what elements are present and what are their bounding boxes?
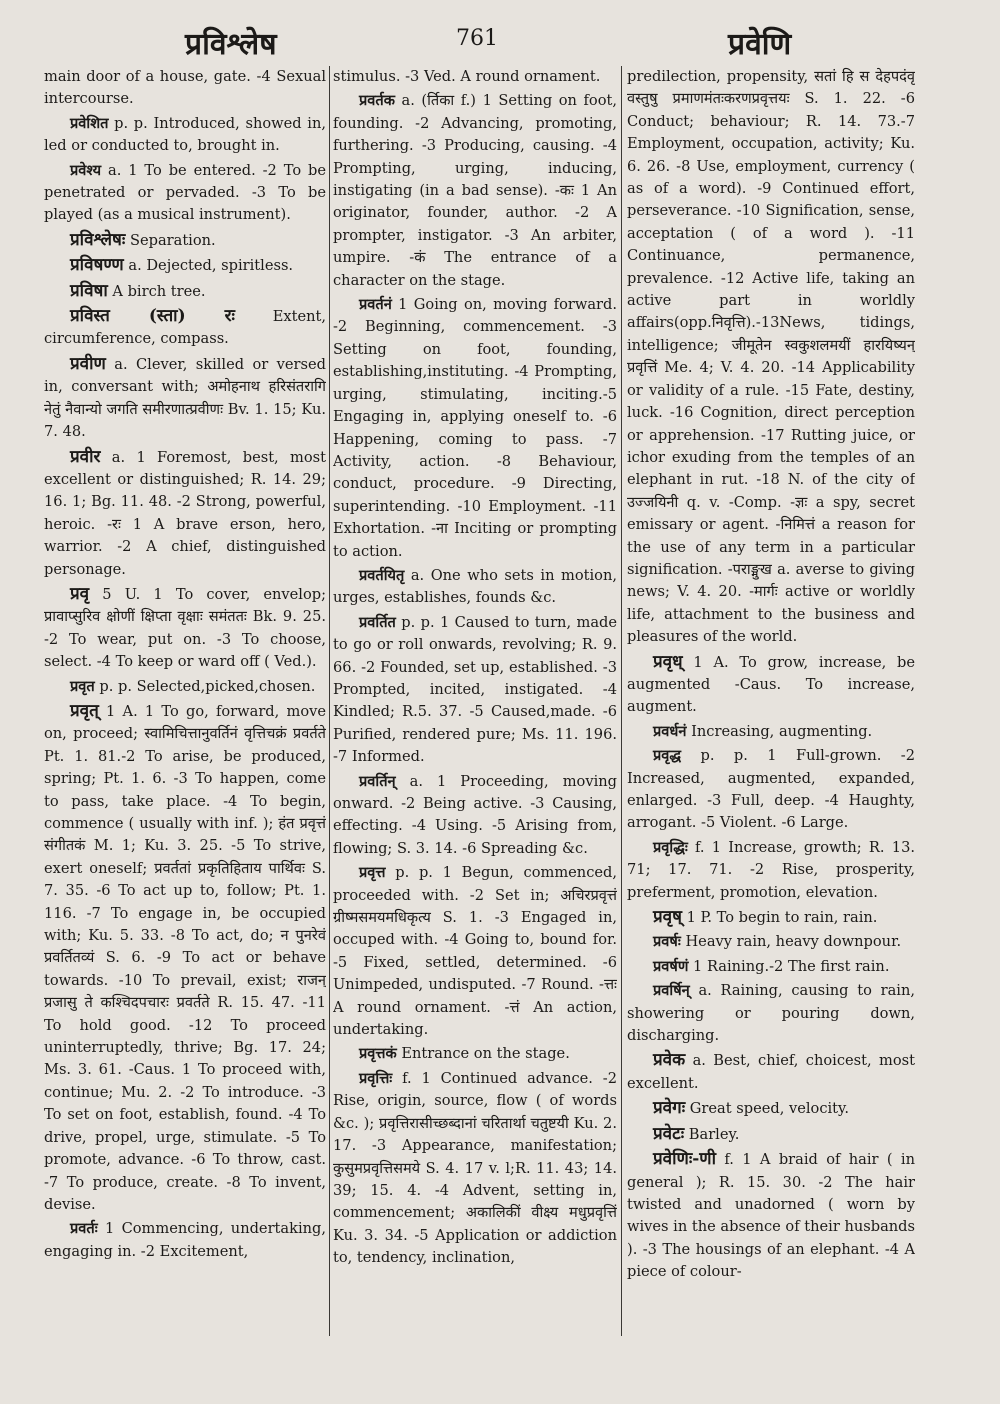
entry-definition: 1 A. 1 To go, forward, move on, proceed; स्वामिचित्तानुवर्तिनं वृत्तिचक्रं प्रवर्तते Pt. 1. 81.-2 To arise, be produced, spring; Pt. 1. 6. -3 To happen, come to pass, take place. -4 To begin, commence ( usually with inf. ); हंत प्रवृत्तं संगीतकं M. 1; Ku. 3. 25. -5 To strive, exert oneself; प्रवर्ततां प्रकृतिहिताय पार्थिवः S. 7. 35. -6 To act up to, follow; Pt. 1. 116. -7 To engage in, be occupied with; Ku. 5. 33. -8 To act, do; न पुनरेवं प्रवर्तितव्यं S. 6. -9 To act or behave towards. -10 To prevail, exist; राजन् प्रजासु ते कश्चिदपचारः प्रवर्तते R. 15. 47. -11 To hold good. -12 To proceed uninterruptedly, thrive; Bg. 17. 24; Ms. 3. 61. -Caus. 1 To proceed with, continue; Mu. 2. -2 To introduce. -3 To set on foot, establish, found. -4 To drive, propel, urge, stimulate. -5 To promote, advance. -6 To throw, cast. -7 To produce, create. -8 To invent, devise. [44,702,326,1213]
dictionary-entry [44,1218,326,1263]
column-3 [627,66,915,1356]
dictionary-entry [44,254,326,277]
dictionary-entry [627,745,915,835]
entry-headword: प्रविश्लेषः [70,229,126,250]
entry-headword: प्रवीण [70,353,106,374]
dictionary-entry [627,721,915,743]
entry-definition: a. Raining, causing to rain, showering or pouring down, discharging. [627,982,915,1045]
dictionary-entry [333,66,617,88]
dictionary-entry [627,956,915,978]
column-divider [329,66,330,1336]
entry-headword: प्रवर्तनं [359,296,392,314]
entry-definition: a. Best, chief, choicest, most excellent. [627,1052,915,1092]
entry-headword: प्रवृद्धिः [653,838,688,856]
dictionary-entry [627,931,915,953]
entry-headword: प्रविषा [70,280,108,301]
entry-definition: f. 1 Continued advance. -2 Rise, origin, source, flow ( of words &c. ); प्रवृत्तिरासीच्छब्दानां चरितार्था चतुष्टयी Ku. 2. 17. -3 Appearance, manifestation; कुसुमप्रवृत्तिसमये S. 4. 17 v. l;R. 11. 43; 14. 39; 15. 4. -4 Advent, setting in, commencement; अकालिकीं वीक्ष्य मधुप्रवृत्तिं Ku. 3. 34. -5 Application or addiction to, tendency, inclination, [333,1069,617,1267]
dictionary-entry [44,160,326,227]
dictionary-entry [44,305,326,351]
dictionary-entry [333,565,617,610]
column-1 [44,66,326,1356]
entry-headword: प्रवृ [70,583,90,604]
entry-definition: stimulus. -3 Ved. A round ornament. [333,68,601,85]
entry-headword: प्रवृद्ध [653,747,682,765]
dictionary-entry [333,294,617,563]
entry-headword: प्रवेश्य [70,161,102,179]
entry-definition: Extent, circumference, compass. [44,308,326,348]
entry-definition: 1 P. To begin to rain, rain. [681,909,878,927]
entry-definition: p. p. Introduced, showed in, led or conducted to, brought in. [44,114,326,155]
entry-headword: प्रवर्तक [359,92,395,110]
entry-headword: प्रवृष् [653,907,682,928]
dictionary-entry [44,113,326,158]
entry-definition: p. p. 1 Full-grown. -2 Increased, augmented, expanded, enlarged. -3 Full, deep. -4 Haughty, arrogant. -5 Violent. -6 Large. [627,747,915,832]
dictionary-entry [627,1123,915,1146]
entry-definition: 1 A. To grow, increase, be augmented -Caus. To increase, augment. [627,653,915,716]
entry-definition: Heavy rain, heavy downpour. [680,933,902,951]
dictionary-entry [627,1049,915,1095]
page-header [0,22,1000,62]
right-running-head: प्रवेणि [728,27,792,62]
entry-headword: प्रवेगः [653,1098,686,1119]
left-running-head: प्रविश्लेष [185,27,277,62]
entry-definition: 1 Commencing, undertaking, engaging in. -2 Excitement, [44,1220,326,1260]
dictionary-entry [333,771,617,861]
entry-headword: प्रवीर [70,446,101,467]
dictionary-entry [333,862,617,1041]
dictionary-entry [627,906,915,929]
entry-definition: Great speed, velocity. [685,1100,849,1118]
entry-definition: Increasing, augmenting. [686,722,873,740]
dictionary-entry [333,612,617,769]
entry-headword: प्रवेटः [653,1123,685,1144]
dictionary-entry [627,651,915,719]
entry-headword: प्रवर्धनं [653,722,687,740]
dictionary-entry [333,90,617,292]
entry-headword: प्रवृत्त [359,864,386,882]
dictionary-entry [333,1068,617,1270]
dictionary-entry [627,837,915,904]
entry-headword: प्रवर्तः [70,1220,98,1238]
dictionary-entry [44,353,326,444]
entry-definition: a. 1 To be entered. -2 To be penetrated or pervaded. -3 To be played (as a musical instrument). [44,161,326,224]
entry-definition: a. (र्तिका f.) 1 Setting on foot, founding. -2 Advancing, promoting, furthering. -3 Producing, causing. -4 Prompting, urging, inducing, instigating (in a bad sense). -कः 1 An originator, founder, author. -2 A prompter, instigator. -3 An arbiter, umpire. -कं The entrance of a character on the stage. [333,92,617,289]
entry-definition: p. p. 1 Begun, commenced, proceeded with. -2 Set in; अचिरप्रवृत्तं ग्रीष्मसमयमधिकृत्य S. 1. -3 Engaged in, occuped with. -4 Going to, bound for. -5 Fixed, settled, determined. -6 Unimpeded, undisputed. -7 Round. -त्तः A round ornament. -त्तं An action, undertaking. [333,864,617,1039]
entry-definition: a. Dejected, spiritless. [123,257,294,275]
entry-definition: p. p. 1 Caused to turn, made to go or roll onwards, revolving; R. 9. 66. -2 Founded, set up, established. -3 Prompted, incited, instigated. -4 Kindled; R.5. 37. -5 Caused,made. -6 Purified, rendered pure; Ms. 11. 196. -7 Informed. [333,613,617,766]
entry-definition: 1 Raining.-2 The first rain. [688,957,890,975]
dictionary-entry [44,700,326,1216]
entry-headword: प्रवर्षणं [653,957,689,975]
dictionary-entry [44,66,326,111]
entry-definition: f. 1 A braid of hair ( in general ); R. 15. 30. -2 The hair twisted and unadorned ( worn by wives in the absence of their husbands ). -3 The housings of an elephant. -4 A piece of colour- [627,1151,915,1281]
entry-headword: प्रवेशित [70,114,109,132]
entry-definition: a. 1 Proceeding, moving onward. -2 Being active. -3 Causing, effecting. -4 Using. -5 Arising from, flowing; S. 3. 14. -6 Spreading &c. [333,772,617,857]
page-number: 761 [456,26,498,51]
dictionary-entry [44,446,326,581]
entry-headword: प्रवर्तयितृ [359,566,405,584]
dictionary-entry [44,229,326,252]
entry-definition: A birch tree. [107,282,206,300]
entry-headword: प्रवृत्तकं [359,1045,397,1063]
dictionary-entry [627,1148,915,1283]
entry-definition: predilection, propensity, सतां हि स देहपदंवृ वस्तुषु प्रमाणमंतःकरणप्रवृत्तयः S. 1. 22. -6 Conduct; behaviour; R. 14. 73.-7 Employment, occupation, activity; Ku. 6. 26. -8 Use, employment, currency ( as of a word). -9 Continued effort, perseverance. -10 Signification, sense, acceptation ( of a word ). -11 Continuance, permanence, prevalence. -12 Active life, taking an active part in worldly affairs(opp.निवृत्ति).-13News, tidings, intelligence; जीमूतेन स्वकुशलमयीं हारयिष्यन् प्रवृत्तिं Me. 4; V. 4. 20. -14 Applicability or validity of a rule. -15 Fate, destiny, luck. -16 Cognition, direct perception or apprehension. -17 Rutting juice, or ichor exuding from the temples of an elephant in rut. -18 N. of the city of उज्जयिनी q. v. -Comp. -ज्ञः a spy, secret emissary or agent. -निमित्तं a reason for the use of any term in a particular signification. -पराङ्मुख a. averse to giving news; V. 4. 20. -मार्गः active or worldly life, attachment to the business and pleasures of the world. [627,68,915,646]
dictionary-entry [627,980,915,1047]
entry-headword: प्रवृत्तिः [359,1069,393,1087]
entry-headword: प्रवर्षिन् [653,982,690,1000]
entry-headword: प्रवर्तिन् [359,772,396,790]
entry-definition: f. 1 Increase, growth; R. 13. 71; 17. 71. -2 Rise, prosperity, preferment, promotion, elevation. [627,838,915,901]
dictionary-entry [627,66,915,649]
dictionary-entry [333,1043,617,1065]
dictionary-entry [627,1097,915,1120]
entry-headword: प्रवेक [653,1050,686,1071]
column-2 [333,66,617,1356]
entry-definition: p. p. Selected,picked,chosen. [94,677,316,695]
entry-definition: main door of a house, gate. -4 Sexual intercourse. [44,68,326,108]
entry-definition: Entrance on the stage. [396,1045,570,1063]
entry-definition: 1 Going on, moving forward. -2 Beginning, commencement. -3 Setting on foot, founding, establishing,instituting. -4 Prompting, urging, stimulating, inciting.-5 Engaging in, applying oneself to. -6 Happening, coming to pass. -7 Activity, action. -8 Behaviour, conduct, procedure. -9 Directing, superintending. -10 Employment. -11 Exhortation. -ना Inciting or prompting to action. [333,296,617,560]
entry-definition: a. 1 Foremost, best, most excellent or distinguished; R. 14. 29; 16. 1; Bg. 11. 48. -2 Strong, powerful, heroic. -रः 1 A brave erson, hero, warrior. -2 A chief, distinguished personage. [44,448,326,578]
entry-headword: प्रवर्षः [653,933,681,951]
entry-headword: प्रवर्तित [359,613,396,631]
entry-headword: प्रवृध् [653,651,683,672]
entry-headword: प्रविस्त (स्ता) रः [70,306,235,327]
dictionary-entry [44,583,326,674]
entry-headword: प्रवृत् [70,700,99,721]
entry-definition: Barley. [684,1125,740,1143]
entry-definition: a. One who sets in motion, urges, establishes, founds &c. [333,566,617,607]
dictionary-entry [44,676,326,698]
column-divider [621,66,622,1336]
entry-headword: प्रविषण्ण [70,255,124,276]
entry-headword: प्रवेणिः-णी [653,1149,717,1170]
dictionary-entry [44,280,326,303]
entry-definition: 5 U. 1 To cover, envelop; प्रावाप्सुरिव क्षोणीं क्षिप्ता वृक्षाः समंततः Bk. 9. 25. -2 To wear, put on. -3 To choose, select. -4 To keep or ward off ( Ved.). [44,585,326,671]
entry-definition: Separation. [125,231,216,249]
entry-definition: a. Clever, skilled or versed in, conversant with; अमोहनाथ हरिसंतरागि नेतुं नैवान्यो जगति समीरणात्प्रवीणः Bv. 1. 15; Ku. 7. 48. [44,355,326,441]
entry-headword: प्रवृत [70,677,95,695]
